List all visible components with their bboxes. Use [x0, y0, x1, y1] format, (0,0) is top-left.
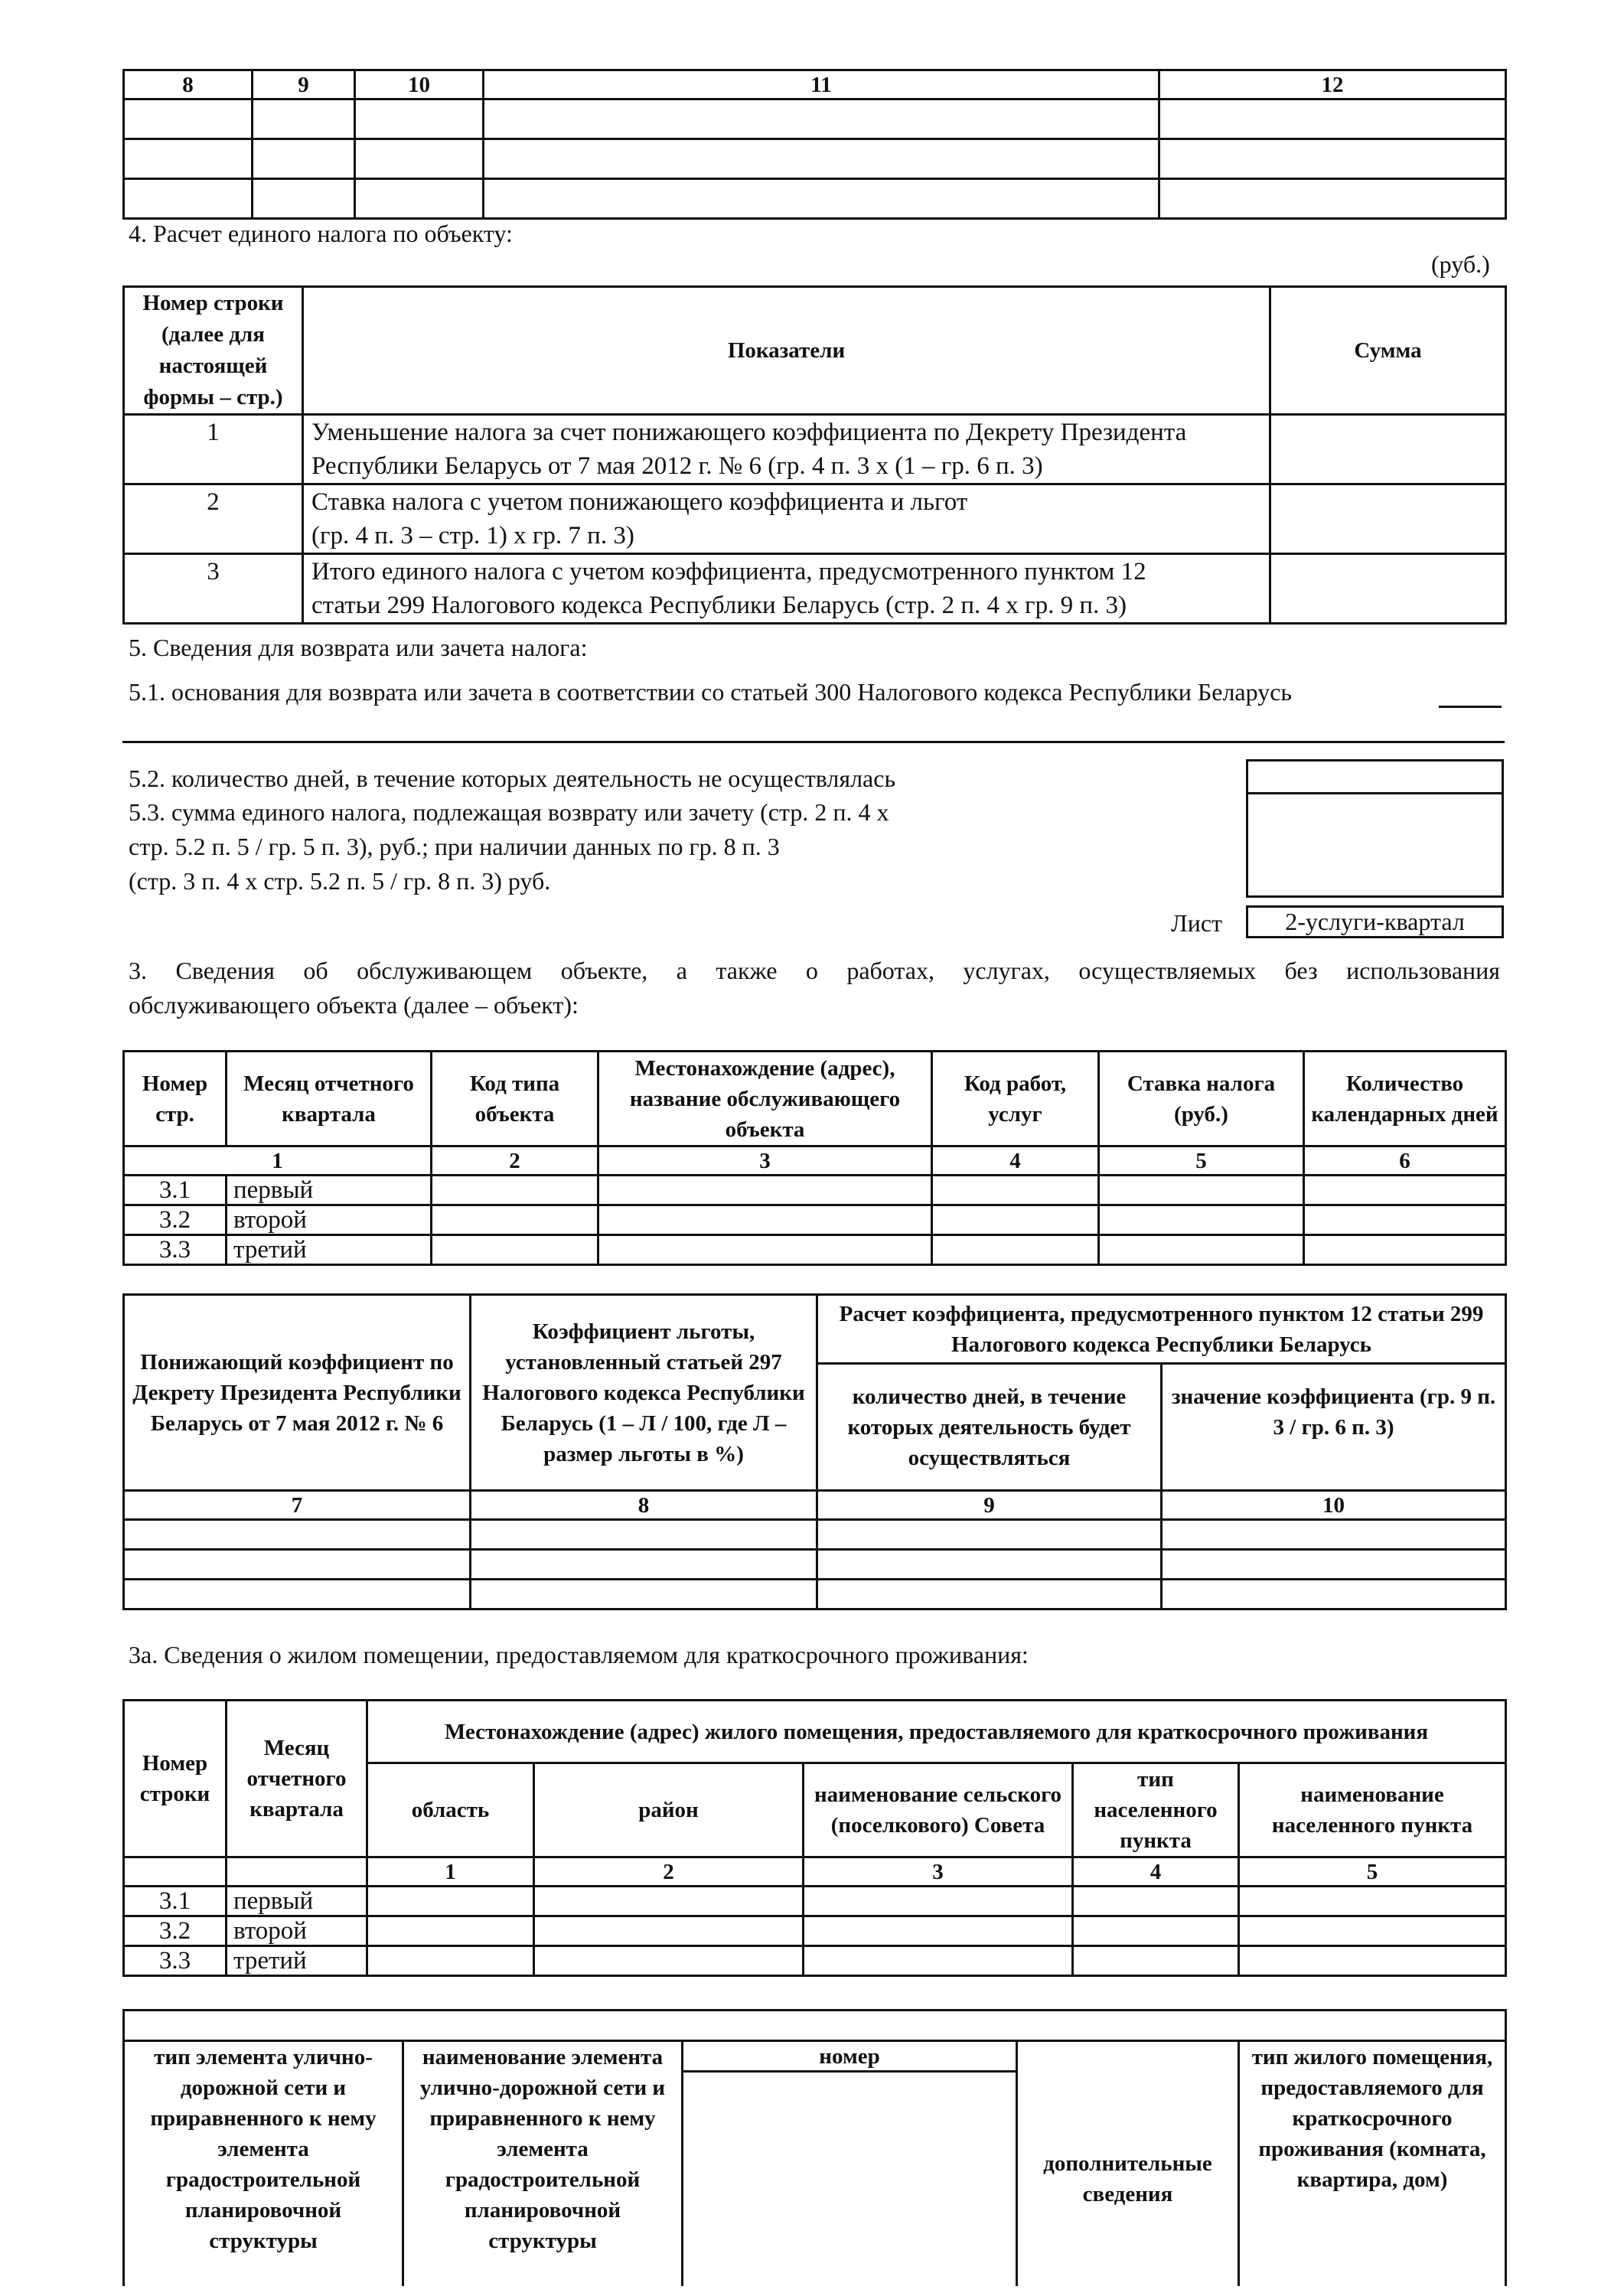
- indicator-text: Уменьшение налога за счет понижающего коэффициента по Декрету Президента Республики Беларусь от 7 мая 2012 г. № 6 (гр. 4 п. 3 х (1 – гр. 6 п. 3): [303, 415, 1270, 484]
- sum-cell[interactable]: [1270, 554, 1506, 624]
- col-num-10: 10: [355, 70, 484, 99]
- head-row-number: Номер стр.: [124, 1052, 227, 1146]
- head-street-name: наименование элемента улично-дорожной сети и приравненного к нему элемента градостроительной планировочной структуры: [403, 2041, 683, 2286]
- col-num-3: 3: [804, 1857, 1073, 1887]
- head-row-number: Номер строки (далее для настоящей формы – стр.): [124, 287, 303, 415]
- section5-p53-line3: (стр. 3 п. 4 х стр. 5.2 п. 5 / гр. 8 п. 3) руб.: [129, 867, 551, 895]
- table-row: [124, 179, 1506, 219]
- table-row: [124, 554, 1506, 624]
- month-cell: третий: [227, 1235, 432, 1265]
- col-num-6: 6: [1304, 1146, 1506, 1176]
- col-num-7: 7: [124, 1491, 471, 1520]
- table-row: [124, 1550, 1506, 1580]
- table-row: [124, 1520, 1506, 1550]
- col-num-2: 2: [432, 1146, 598, 1176]
- row-number: 3.2: [124, 1916, 227, 1946]
- head-sum: Сумма: [1270, 287, 1506, 415]
- table-row: [124, 1916, 1506, 1946]
- table-row: [124, 1205, 1506, 1235]
- col-num-9: 9: [817, 1491, 1162, 1520]
- row-number: 3.3: [124, 1946, 227, 1976]
- head-street-type: тип элемента улично-дорожной сети и приравненного к нему элемента градостроительной планировочной структуры: [124, 2041, 403, 2286]
- sum-cell[interactable]: [1270, 415, 1506, 484]
- col-num-2: 2: [534, 1857, 804, 1887]
- month-cell: второй: [227, 1916, 367, 1946]
- head-indicators: Показатели: [303, 287, 1270, 415]
- section3-title-line2: обслуживающего объекта (далее – объект):: [129, 991, 579, 1019]
- head-month: Месяц отчетного квартала: [227, 1701, 367, 1857]
- days-not-active-field[interactable]: [1246, 759, 1504, 794]
- head-calendar-days: Количество календарных дней: [1304, 1052, 1506, 1146]
- section4-table: [122, 285, 1507, 625]
- col-num-8: 8: [471, 1491, 817, 1520]
- head-object-type-code: Код типа объекта: [432, 1052, 598, 1146]
- month-cell: первый: [227, 1176, 432, 1205]
- section4-unit: (руб.): [1431, 250, 1490, 278]
- col-num-12: 12: [1159, 70, 1506, 99]
- head-region: область: [367, 1763, 534, 1857]
- head-address-group: Местонахождение (адрес) жилого помещения, предоставляемого для краткосрочного проживания: [367, 1701, 1506, 1763]
- col-num-1: 1: [124, 1146, 432, 1176]
- section5-p51: 5.1. основания для возврата или зачета в соответствии со статьей 300 Налогового кодекса Республики Беларусь: [129, 678, 1292, 706]
- col-num-8: 8: [124, 70, 253, 99]
- head-active-days: количество дней, в течение которых деятельность будет осуществляться: [817, 1364, 1162, 1491]
- row-number: 3.3: [124, 1235, 227, 1265]
- head-district: район: [534, 1763, 804, 1857]
- col-num-11: 11: [484, 70, 1159, 99]
- table-row: [124, 1580, 1506, 1609]
- section5-p52: 5.2. количество дней, в течение которых деятельность не осуществлялась: [129, 765, 896, 792]
- head-dwelling-type: тип жилого помещения, предоставляемого для краткосрочного проживания (комната, квартира, дом): [1239, 2041, 1506, 2286]
- row-number: 3.1: [124, 1176, 227, 1205]
- head-coefficient-calc: Расчет коэффициента, предусмотренного пунктом 12 статьи 299 Налогового кодекса Республики Беларусь: [817, 1295, 1506, 1364]
- row-number: 3: [124, 554, 303, 624]
- month-cell: третий: [227, 1946, 367, 1976]
- section4-title: 4. Расчет единого налога по объекту:: [129, 220, 513, 247]
- table-row: [124, 1176, 1506, 1205]
- head-council: наименование сельского (поселкового) Совета: [804, 1763, 1073, 1857]
- head-coefficient-value: значение коэффициента (гр. 9 п. 3 / гр. 6 п. 3): [1162, 1364, 1506, 1491]
- head-location: Местонахождение (адрес), название обслуживающего объекта: [598, 1052, 932, 1146]
- row-number: 3.2: [124, 1205, 227, 1235]
- month-cell: второй: [227, 1205, 432, 1235]
- head-settlement-name: наименование населенного пункта: [1239, 1763, 1506, 1857]
- col-num-5: 5: [1099, 1146, 1304, 1176]
- row-number: 3.1: [124, 1887, 227, 1916]
- month-cell: первый: [227, 1887, 367, 1916]
- section3-table: [122, 1050, 1507, 1266]
- blank-band: [124, 2011, 1506, 2041]
- table-row: [124, 415, 1506, 484]
- table-row: [124, 139, 1506, 179]
- table-row: [124, 1235, 1506, 1265]
- table-row: [124, 484, 1506, 554]
- section5-p53-line2: стр. 5.2 п. 5 / гр. 5 п. 3), руб.; при наличии данных по гр. 8 п. 3: [129, 833, 780, 860]
- section3a-table: [122, 1699, 1507, 1977]
- p51-second-line[interactable]: [122, 741, 1505, 743]
- sheet-label: Лист: [1171, 909, 1223, 937]
- head-benefit-coefficient: Коэффициент льготы, установленный статьей 297 Налогового кодекса Республики Беларусь (1 – Л / 100, где Л – размер льготы в %): [471, 1295, 817, 1491]
- table-row: [124, 99, 1506, 139]
- head-number: номер: [683, 2041, 1017, 2072]
- sheet-value: 2-услуги-квартал: [1246, 905, 1504, 938]
- refund-sum-field[interactable]: [1246, 792, 1504, 898]
- row-number: 2: [124, 484, 303, 554]
- section3a-title: 3а. Сведения о жилом помещении, предоставляемом для краткосрочного проживания:: [129, 1641, 1029, 1668]
- head-settlement-type: тип населенного пункта: [1073, 1763, 1239, 1857]
- table-row: [124, 1887, 1506, 1916]
- col-num-1: 1: [367, 1857, 534, 1887]
- table-row: [124, 1946, 1506, 1976]
- head-month: Месяц отчетного квартала: [227, 1052, 432, 1146]
- section3a-address-table: [122, 2009, 1507, 2286]
- head-decree-coefficient: Понижающий коэффициент по Декрету Президента Республики Беларусь от 7 мая 2012 г. № 6: [124, 1295, 471, 1491]
- sum-cell[interactable]: [1270, 484, 1506, 554]
- top-table: [122, 69, 1507, 220]
- section3-title-line1: 3. Сведения об обслуживающем объекте, а также о работах, услугах, осуществляемых без использования: [129, 957, 1500, 984]
- row-number: 1: [124, 415, 303, 484]
- section5-p53-line1: 5.3. сумма единого налога, подлежащая возврату или зачету (стр. 2 п. 4 х: [129, 798, 889, 826]
- section5-title: 5. Сведения для возврата или зачета налога:: [129, 634, 588, 661]
- col-num-9: 9: [253, 70, 355, 99]
- col-num-5: 5: [1239, 1857, 1506, 1887]
- coefficient-table: [122, 1293, 1507, 1610]
- head-row-number: Номер строки: [124, 1701, 227, 1857]
- col-num-3: 3: [598, 1146, 932, 1176]
- indicator-text: Итого единого налога с учетом коэффициента, предусмотренного пунктом 12 статьи 299 Налогового кодекса Республики Беларусь (стр. 2 п. 4 х гр. 9 п. 3): [303, 554, 1270, 624]
- indicator-text: Ставка налога с учетом понижающего коэффициента и льгот (гр. 4 п. 3 – стр. 1) х гр. 7 п. 3): [303, 484, 1270, 554]
- col-num-10: 10: [1162, 1491, 1506, 1520]
- col-num-4: 4: [1073, 1857, 1239, 1887]
- head-additional-info: дополнительные сведения: [1017, 2041, 1239, 2286]
- head-tax-rate: Ставка налога (руб.): [1099, 1052, 1304, 1146]
- p51-fill-line[interactable]: [1439, 706, 1502, 708]
- head-service-code: Код работ, услуг: [932, 1052, 1099, 1146]
- col-num-4: 4: [932, 1146, 1099, 1176]
